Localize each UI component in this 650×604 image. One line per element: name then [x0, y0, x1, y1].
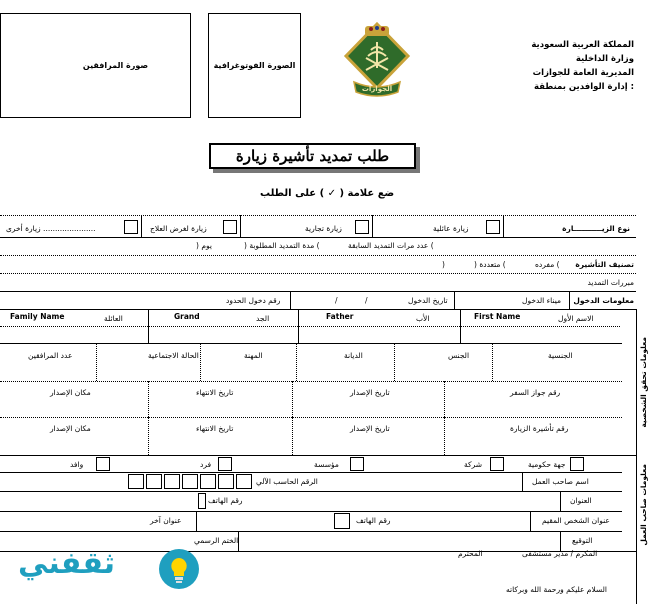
divider — [148, 417, 149, 455]
gov-entity-checkbox[interactable] — [570, 457, 584, 471]
employer-name-label: اسم صاحب العمل — [532, 477, 589, 486]
letter-section-side — [636, 555, 650, 604]
border-entry-number-label: رقم دخول الحدود — [226, 296, 281, 305]
divider — [96, 343, 97, 381]
computer-number-box[interactable] — [200, 474, 216, 489]
directorate-name: المديرية العامة للجوازات — [532, 68, 634, 78]
marital-status-label: الحالة الاجتماعية — [148, 351, 199, 360]
hospital-director-salutation: المكرم / مدير مستشفى — [522, 549, 598, 558]
visa-expiry-date-label: تاريخ الانتهاء — [196, 424, 234, 433]
identity-section-side — [636, 309, 650, 455]
row-line — [0, 343, 622, 344]
classification-close: ) — [442, 260, 445, 269]
treatment-visit-checkbox[interactable] — [223, 220, 237, 234]
extension-day-label: ) يوم — [196, 241, 212, 250]
passport-issue-date-label: تاريخ الإصدار — [350, 388, 390, 397]
divider — [240, 215, 241, 237]
extension-duration-label: ) مدة التمديد المطلوبة ( — [244, 241, 320, 250]
family-en-label: Family Name — [10, 312, 65, 321]
row-line — [0, 417, 622, 418]
form-title — [209, 143, 416, 169]
divider — [454, 291, 455, 309]
signature-label: التوقيع — [572, 536, 593, 545]
entry-info-label: معلومات الدخول — [573, 296, 634, 305]
identity-section-label: معلومات تحقق الشخصية — [639, 336, 648, 428]
row-line — [0, 511, 622, 512]
instruction-text: ضع علامة ( ✓ ) على الطلب — [260, 188, 395, 199]
family-ar-label: العائلة — [104, 314, 123, 323]
row-line — [0, 531, 622, 532]
expat-checkbox[interactable] — [96, 457, 110, 471]
divider — [503, 215, 504, 237]
first-name-ar-label: الاسم الأول — [558, 314, 594, 323]
divider — [141, 215, 142, 237]
father-en-label: Father — [326, 312, 354, 321]
divider — [530, 511, 531, 531]
form-title-text: طلب تمديد تأشيرة زيارة — [235, 147, 390, 165]
passport-number-label: رقم جواز السفر — [510, 388, 561, 397]
employer-section-side — [636, 455, 650, 555]
passport-expiry-date-label: تاريخ الانتهاء — [196, 388, 234, 397]
institution-checkbox[interactable] — [350, 457, 364, 471]
photo-box — [208, 13, 301, 118]
computer-number-box[interactable] — [146, 474, 162, 489]
row-line — [0, 455, 636, 456]
divider — [522, 472, 523, 491]
companions-photo-box — [0, 13, 191, 118]
entry-port-label: ميناء الدخول — [522, 296, 562, 305]
companions-count-label: عدد المرافقين — [28, 351, 73, 360]
watermark-text: ثقفني — [18, 546, 116, 581]
divider — [394, 343, 395, 381]
row-line — [0, 381, 622, 382]
divider — [444, 381, 445, 417]
entry-date-label: تاريخ الدخول — [408, 296, 448, 305]
passport-issue-place-label: مكان الإصدار — [50, 388, 91, 397]
grand-ar-label: الجد — [256, 314, 270, 323]
computer-number-box[interactable] — [218, 474, 234, 489]
passports-emblem-logo — [338, 20, 416, 106]
computer-number-box[interactable] — [128, 474, 144, 489]
institution-label: مؤسسة — [314, 460, 339, 469]
row-line — [0, 291, 636, 292]
form-top-border — [0, 215, 636, 216]
header-text — [430, 36, 634, 96]
divider — [560, 491, 561, 511]
business-visit-label: زيارة تجارية — [305, 224, 342, 233]
divider — [290, 291, 291, 309]
row-line — [0, 472, 622, 473]
divider — [372, 215, 373, 237]
resident-phone-box[interactable] — [334, 513, 350, 529]
divider — [560, 531, 561, 551]
previous-extensions-label: عدد مرات التمديد السابقة ( — [348, 241, 434, 250]
visit-visa-number-label: رقم تأشيرة الزيارة — [510, 424, 569, 433]
employer-phone-label: رقم الهاتف — [208, 496, 243, 505]
individual-checkbox[interactable] — [218, 457, 232, 471]
divider — [444, 417, 445, 455]
row-line — [0, 326, 620, 327]
single-entry-label: مفرده ( — [535, 260, 560, 269]
individual-label: فرد — [200, 460, 212, 469]
greeting-text: السلام عليكم ورحمة الله وبركاته — [506, 585, 607, 594]
official-stamp-label: الختم الرسمي — [194, 536, 239, 545]
visa-classification-label: تصنيف التأشيرة — [575, 260, 634, 269]
father-ar-label: الأب — [416, 314, 430, 323]
business-visit-checkbox[interactable] — [355, 220, 369, 234]
computer-number-box[interactable] — [164, 474, 180, 489]
resident-address-label: عنوان الشخص المقيم — [542, 516, 610, 525]
honorific-label: المحترم — [458, 549, 483, 558]
divider — [238, 531, 239, 551]
row-line — [0, 237, 636, 238]
phone-input-box[interactable] — [198, 493, 206, 509]
other-visit-label: زيارة أخرى ...................... — [6, 224, 96, 233]
row-line — [0, 273, 636, 274]
logo-text: الجوازات — [361, 85, 393, 93]
employer-address-label: العنوان — [570, 496, 592, 505]
computer-number-label: الرقم الحاسب الآلي — [256, 477, 318, 486]
row-line — [0, 491, 622, 492]
employer-section-label: معلومات صاحب العمل — [639, 464, 648, 546]
kingdom-name: المملكة العربية السعودية — [531, 40, 634, 50]
date-slash-1: / — [365, 296, 368, 305]
divider — [292, 381, 293, 417]
gender-label: الجنس — [448, 351, 470, 360]
first-name-en-label: First Name — [474, 312, 521, 321]
department-name: إدارة الوافدين بمنطقة : — [534, 82, 634, 92]
divider — [492, 343, 493, 381]
lightbulb-icon — [158, 548, 200, 592]
resident-phone-label: رقم الهاتف — [356, 516, 391, 525]
computer-number-box[interactable] — [236, 474, 252, 489]
companions-photo-label: صورة المرافقين — [82, 61, 149, 70]
company-label: شركة — [464, 460, 483, 469]
treatment-visit-label: زيارة لغرض العلاج — [150, 224, 207, 233]
expat-label: وافد — [70, 460, 84, 469]
row-line — [0, 309, 636, 310]
gov-entity-label: جهة حكومية — [528, 460, 566, 469]
other-visit-checkbox[interactable] — [124, 220, 138, 234]
divider — [200, 343, 201, 381]
watermark — [10, 538, 210, 598]
photo-label: الصورة الفوتوغرافية — [213, 61, 296, 70]
computer-number-box[interactable] — [182, 474, 198, 489]
family-visit-label: زيارة عائلية — [433, 224, 469, 233]
visa-issue-place-label: مكان الإصدار — [50, 424, 91, 433]
grand-en-label: Grand — [174, 312, 200, 321]
visit-type-label: نوع الزيـــــــــــارة — [562, 224, 630, 233]
divider — [196, 511, 197, 531]
extension-reasons-label: مبررات التمديد — [587, 278, 634, 287]
divider — [569, 291, 570, 309]
religion-label: الديانة — [344, 351, 363, 360]
multiple-entry-label: ) متعددة ( — [474, 260, 506, 269]
nationality-label: الجنسية — [548, 351, 573, 360]
family-visit-checkbox[interactable] — [486, 220, 500, 234]
company-checkbox[interactable] — [490, 457, 504, 471]
other-address-label: عنوان آخر — [150, 516, 182, 525]
ministry-name: وزارة الداخلية — [575, 54, 634, 64]
row-line — [0, 255, 636, 256]
date-slash-2: / — [335, 296, 338, 305]
profession-label: المهنة — [244, 351, 263, 360]
divider — [296, 343, 297, 381]
divider — [292, 417, 293, 455]
divider — [148, 381, 149, 417]
visa-issue-date-label: تاريخ الإصدار — [350, 424, 390, 433]
